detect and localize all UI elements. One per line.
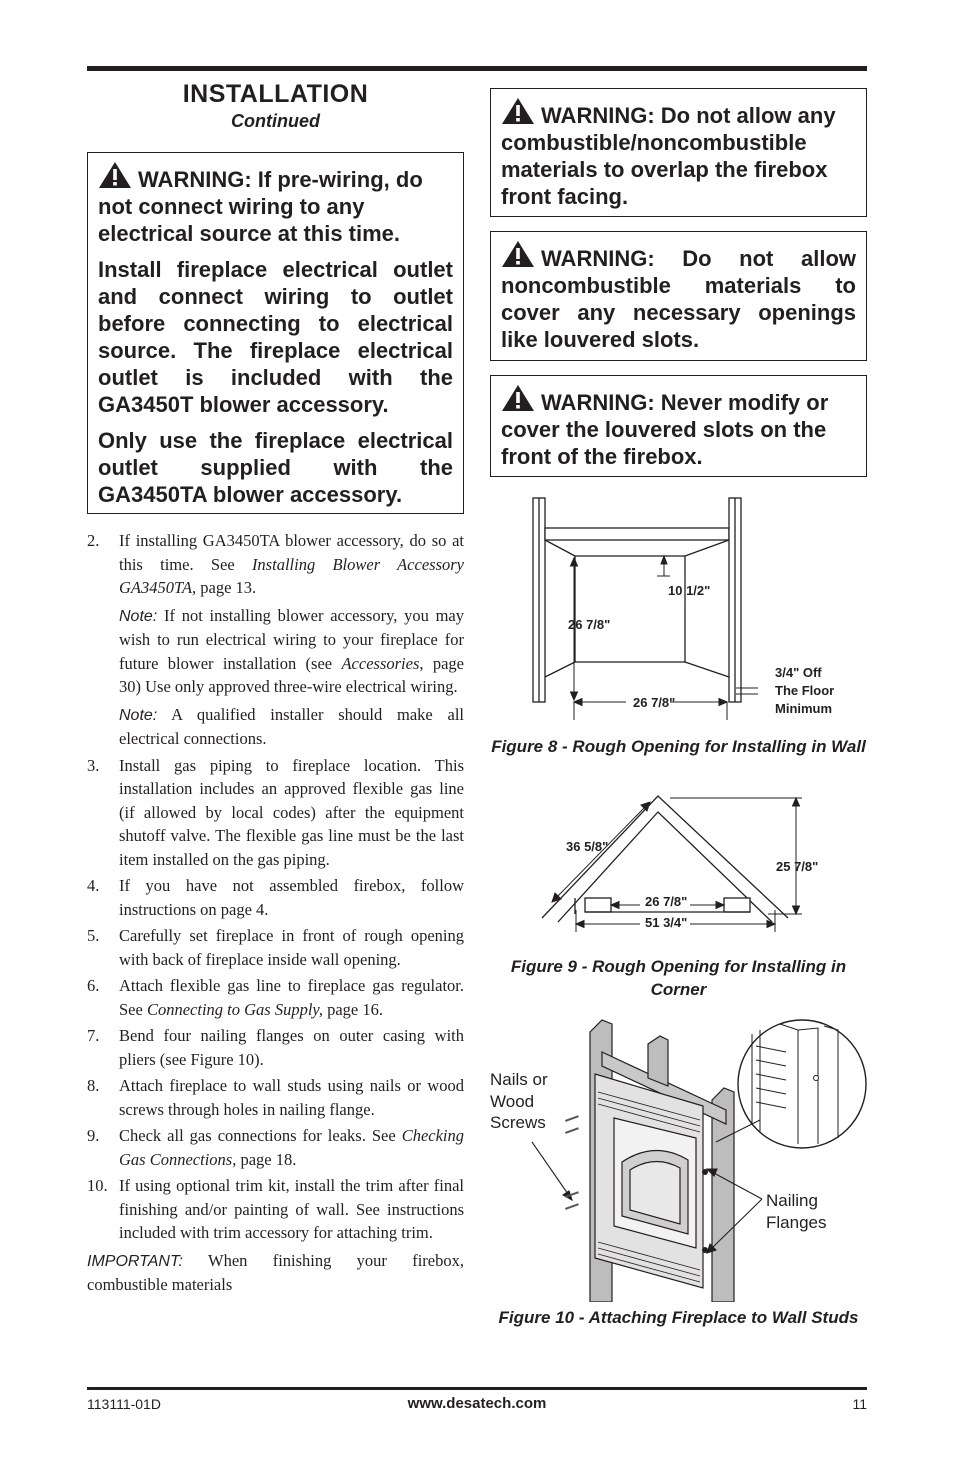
step-text: Bend four nailing flanges on outer casing with pliers (see Figure 10). (119, 1026, 464, 1069)
section-heading (87, 80, 464, 132)
note (119, 604, 464, 699)
dim-label: 26 7/8" (568, 617, 611, 632)
dim-label: 26 7/8" (633, 695, 676, 710)
list-item (87, 1074, 464, 1121)
important-text: When finishing your firebox, combustible materials (87, 1250, 464, 1294)
page-subtitle: Continued (231, 111, 320, 131)
doc-number: 113111-01D (87, 1396, 161, 1412)
note-text: If not installing blower accessory, you may wish to run electrical wiring to your fireplace for future blower installation (see (119, 605, 464, 673)
step-text: Check all gas connections for leaks. See (119, 1126, 402, 1145)
step-number: 10. (87, 1176, 108, 1195)
step-text: Carefully set fireplace in front of rough opening with back of fireplace inside wall opening. (119, 926, 464, 969)
figure-8-caption: Figure 8 - Rough Opening for Installing in Wall (491, 737, 866, 756)
website-link[interactable]: www.desatech.com (407, 1395, 547, 1412)
step-text: If installing GA3450TA blower accessory, do so at this time. See (119, 531, 464, 574)
list-item (87, 1174, 464, 1245)
installation-steps (87, 529, 464, 1297)
page-title: INSTALLATION (182, 80, 369, 108)
dim-label: 10 1/2" (668, 583, 711, 598)
callout-label: Flanges (766, 1213, 827, 1232)
step-text: page 16. (322, 999, 383, 1019)
note-label: Note: (119, 607, 158, 625)
step-number: 3. (87, 755, 100, 775)
warning-box-prewiring (87, 152, 464, 514)
page-reference: Installing Blower Accessory GA3450TA, (119, 554, 464, 597)
warning-triangle-icon (98, 161, 132, 189)
page-reference: Checking Gas Connections (119, 1126, 464, 1169)
list-item (87, 529, 464, 600)
step-text: If you have not assembled firebox, follow instructions on page 4. (119, 876, 464, 919)
top-rule (87, 66, 867, 71)
important-label: IMPORTANT: (87, 1252, 183, 1270)
figure-9-diagram (490, 790, 867, 940)
figure-8-diagram (490, 492, 867, 724)
list-item (87, 874, 464, 921)
warning-box-openings (490, 231, 867, 361)
warning-triangle-icon (501, 97, 535, 125)
warning-text: WARNING: If pre-wiring, do not connect wiring to any electrical source at this time. (98, 167, 423, 246)
step-number: 5. (87, 926, 100, 945)
figure-10-caption: Figure 10 - Attaching Fireplace to Wall Studs (498, 1308, 859, 1327)
callout-label: Wood (490, 1092, 535, 1111)
warning-text: Only use the fireplace electrical outlet supplied with the GA3450TA blower accessory. (98, 428, 453, 507)
step-number: 9. (87, 1126, 100, 1145)
dim-label: 36 5/8" (566, 839, 609, 854)
step-number: 6. (87, 976, 100, 995)
dim-label: 25 7/8" (776, 859, 819, 874)
warning-box-louvers (490, 375, 867, 477)
floor-note: 3/4" Off (775, 665, 822, 680)
floor-note: The Floor (775, 683, 835, 698)
list-item (87, 754, 464, 872)
step-number: 4. (87, 876, 100, 895)
list-item (87, 1024, 464, 1071)
step-text: Install gas piping to fireplace location. This installation includes an approved flexible gas line (if allowed by local codes) after the equipment shutoff valve. The flexible gas line must be the last item installed on the gas piping. (119, 755, 464, 869)
warning-triangle-icon (501, 240, 535, 268)
step-text: Attach flexible gas line to fireplace gas regulator. See (119, 976, 464, 1019)
note-text: A qualified installer should make all electrical connections. (119, 704, 464, 748)
warning-text: WARNING: Never modify or cover the louvered slots on the front of the firebox. (501, 390, 829, 469)
figure-10-diagram (490, 1012, 867, 1302)
page-reference: Accessories (341, 653, 420, 673)
warning-text: Install fireplace electrical outlet and connect wiring to outlet before connecting to electrical source. The fireplace electrical outlet is included with the GA3450T blower accessory. (98, 257, 453, 417)
note-label: Note: (119, 706, 158, 724)
important-note (87, 1249, 464, 1297)
warning-box-overlap (490, 88, 867, 217)
dim-label: 26 7/8" (645, 894, 688, 909)
step-number: 7. (87, 1026, 100, 1045)
figure-9-caption: Figure 9 - Rough Opening for Installing in Corner (510, 957, 847, 999)
callout-label: Screws (490, 1113, 546, 1132)
step-text: , page 18. (232, 1149, 297, 1169)
step-number: 8. (87, 1076, 100, 1095)
callout-label: Nailing (766, 1191, 818, 1210)
warning-text: WARNING: Do not allow noncombustible materials to cover any necessary openings like louvered slots. (501, 246, 856, 352)
floor-note: Minimum (775, 701, 833, 716)
step-text: Attach fireplace to wall studs using nails or wood screws through holes in nailing flange. (119, 1076, 464, 1119)
bottom-rule (87, 1387, 867, 1390)
step-text: page 13. (196, 578, 257, 597)
note (119, 703, 464, 751)
list-item (87, 974, 464, 1021)
warning-triangle-icon (501, 384, 535, 412)
page-reference: Connecting to Gas Supply, (146, 999, 323, 1019)
note-text: , page 30) Use only approved three-wire electrical wiring. (119, 653, 464, 696)
list-item (87, 1124, 464, 1171)
list-item (87, 924, 464, 971)
dim-label: 51 3/4" (645, 915, 688, 930)
callout-label: Nails or (490, 1070, 548, 1089)
page-number: 11 (852, 1396, 867, 1412)
warning-text: WARNING: Do not allow any combustible/noncombustible materials to overlap the firebox front facing. (501, 103, 836, 209)
step-number: 2. (87, 531, 100, 550)
step-text: If using optional trim kit, install the trim after final finishing and/or painting of wall. See instructions included with trim accessory for attaching trim. (119, 1176, 464, 1242)
